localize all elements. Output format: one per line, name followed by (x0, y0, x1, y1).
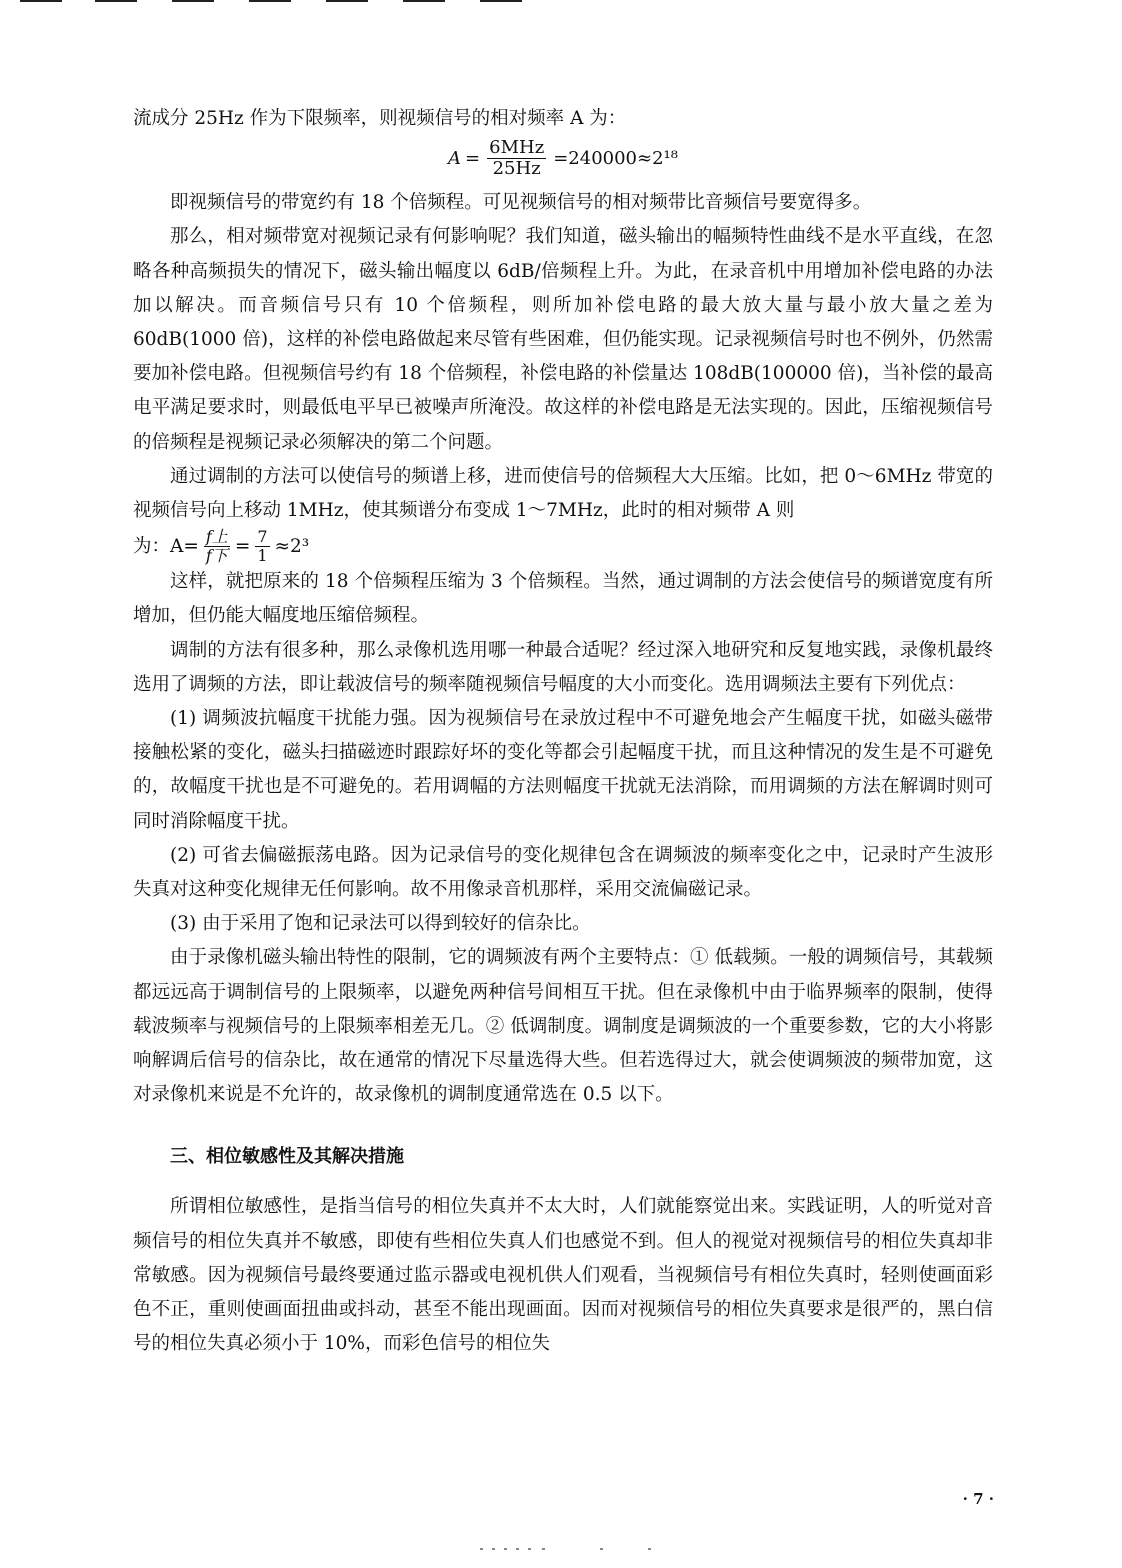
paragraph-compensation: 那么，相对频带宽对视频记录有何影响呢？我们知道，磁头输出的幅频特性曲线不是水平直线，在忽略各种高频损失的情况下，磁头输出幅度以 6dB/倍频程上升。为此，在录音机中用增加补偿电路的办法加以解决。而音频信号只有 10 个倍频程，则所加补偿电路的最大放大量与最小放大量之差为 60dB(1000 倍)，这样的补偿电路做起来尽管有些困难，但仍能实现。记录视频信号时也不例外，仍然需要加补偿电路。但视频信号约有 18 个倍频程，补偿电路的补偿量达 108dB(100000 倍)，当补偿的最高电平满足要求时，则最低电平早已被噪声所淹没。故这样的补偿电路是无法实现的。因此，压缩视频信号的倍频程是视频记录必须解决的第二个问题。 (133, 226, 993, 453)
paragraph-bandwidth: 即视频信号的带宽约有 18 个倍频程。可见视频信号的相对频带比音频信号要宽得多。 (170, 192, 872, 214)
paragraph-advantage-3: (3) 由于采用了饱和记录法可以得到较好的信杂比。 (170, 913, 591, 935)
eq1-numerator: 6MHz (489, 137, 545, 159)
paragraph-compression: 这样，就把原来的 18 个倍频程压缩为 3 个倍频程。当然，通过调制的方法会使信号的频谱宽度有所增加，但仍能大幅度地压缩倍频程。 (133, 571, 993, 627)
page-body (133, 102, 993, 1362)
intro-line: 流成分 25Hz 作为下限频率，则视频信号的相对频率 A 为： (133, 108, 627, 129)
page-number: · 7 · (962, 1490, 994, 1508)
eq2-mid: = (234, 535, 251, 557)
section-heading: 三、相位敏感性及其解决措施 (170, 1146, 404, 1168)
equation-relative-frequency: A = $\frac{\text{6MHz}}{25Hz}$ =240000≈2¹⁸ (448, 137, 678, 180)
bottom-scan-marks (480, 1548, 660, 1552)
paragraph-advantage-1: (1) 调频波抗幅度干扰能力强。因为视频信号在录放过程中不可避免地会产生幅度干扰，如磁头磁带接触松紧的变化，磁头扫描磁迹时跟踪好坏的变化等都会引起幅度干扰，而且这种情况的发生是不可避免的，故幅度干扰也是不可避免的。若用调幅的方法则幅度干扰就无法消除，而用调频的方法在解调时则可同时消除幅度干扰。 (133, 708, 993, 832)
paragraph-modulation: 通过调制的方法可以使信号的频谱上移，进而使信号的倍频程大大压缩。比如，把 0～6MHz 带宽的视频信号向上移动 1MHz，使其频谱分布变成 1～7MHz，此时的相对频带 A 则 (133, 465, 993, 522)
eq2-den2: 1 (257, 546, 268, 566)
eq1-denominator: 25Hz (492, 158, 541, 180)
eq2-num1: f上 (205, 527, 228, 547)
eq2-den1: f下 (205, 546, 228, 566)
paragraph-phase-sensitivity: 所谓相位敏感性，是指当信号的相位失真并不太大时，人们就能察觉出来。实践证明，人的听觉对音频信号的相位失真并不敏感，即使有些相位失真人们也感觉不到。但人的视觉对视频信号的相位失真却非常敏感。因为视频信号最终要通过监示器或电视机供人们观看，当视频信号有相位失真时，轻则使画面彩色不正，重则使画面扭曲或抖动，甚至不能出现画面。因而对视频信号的相位失真要求是很严的，黑白信号的相位失真必须小于 10%，而彩色信号的相位失 (133, 1196, 993, 1355)
paragraph-advantage-2: (2) 可省去偏磁振荡电路。因为记录信号的变化规律包含在调频波的频率变化之中，记录时产生波形失真对这种变化规律无任何影响。故不用像录音机那样，采用交流偏磁记录。 (133, 844, 993, 901)
eq1-lhs: A (448, 148, 462, 170)
eq2-num2: 7 (257, 527, 268, 547)
top-scan-marks (20, 0, 540, 6)
eq2-rhs: ≈2³ (274, 535, 310, 557)
paragraph-fm-choice: 调制的方法有很多种，那么录像机选用哪一种最合适呢？经过深入地研究和反复地实践，录像机最终选用了调频的方法，即让载波信号的频率随视频信号幅度的大小而变化。选用调频法主要有下列优点： (133, 639, 993, 695)
paragraph-fm-features: 由于录像机磁头输出特性的限制，它的调频波有两个主要特点：① 低载频。一般的调频信号，其载频都远远高于调制信号的上限频率，以避免两种信号间相互干扰。但在录像机中由于临界频率的限制，使得载波频率与视频信号的上限频率相差无几。② 低调制度。调制度是调频波的一个重要参数，它的大小将影响解调后信号的信杂比，故在通常的情况下尽量选得大些。但若选得过大，就会使调频波的频带加宽，这对录像机来说是不允许的，故录像机的调制度通常选在 0.5 以下。 (133, 947, 993, 1106)
eq2-prefix: 为：A= (133, 535, 199, 557)
equation-inline-line (133, 528, 993, 565)
eq1-rhs: =240000≈2¹⁸ (553, 148, 678, 170)
